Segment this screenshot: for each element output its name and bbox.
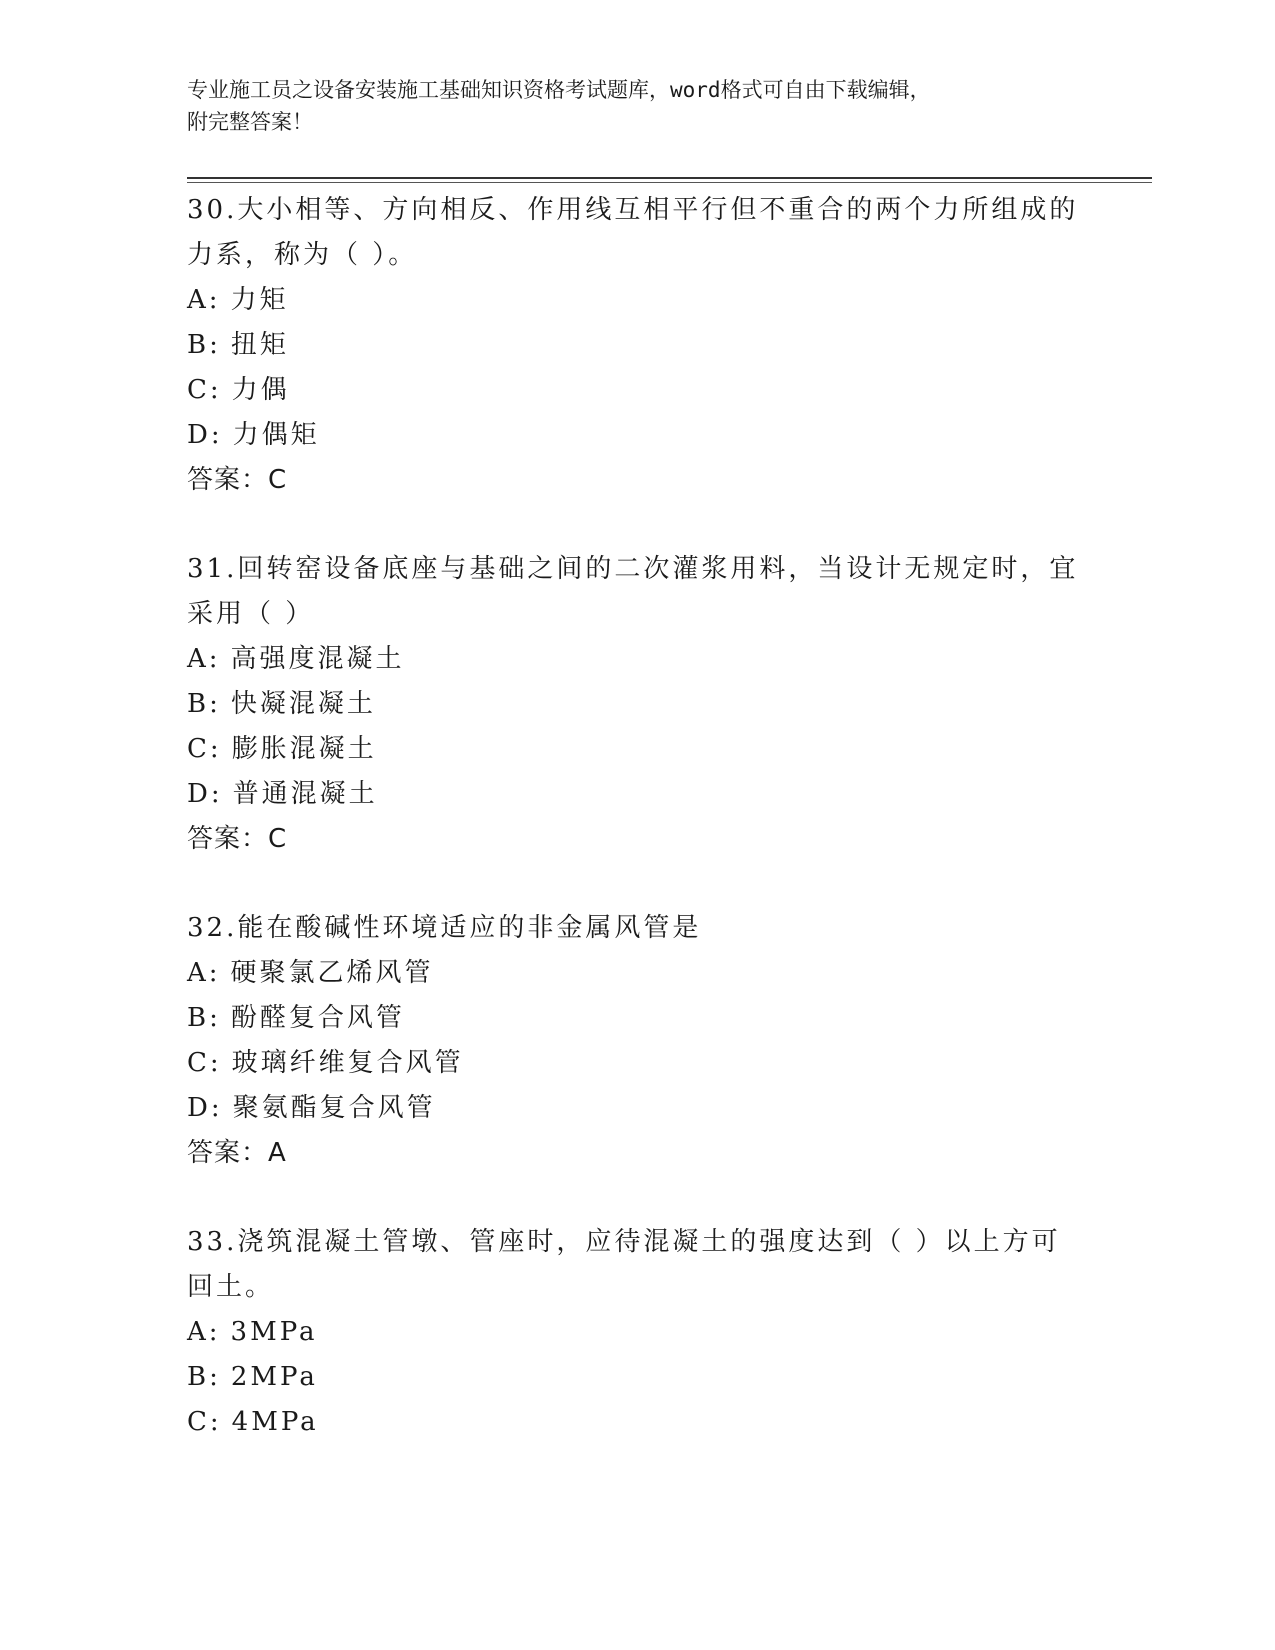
question-30 bbox=[187, 188, 1087, 503]
option-text: 膨胀混凝土 bbox=[231, 734, 377, 764]
question-stem bbox=[187, 1220, 1087, 1310]
question-stem bbox=[187, 188, 1087, 278]
option-text: 3MPa bbox=[230, 1317, 318, 1347]
document-header bbox=[187, 74, 1067, 138]
header-divider-thin bbox=[187, 182, 1152, 183]
option-text: 玻璃纤维复合风管 bbox=[231, 1048, 464, 1078]
option-b bbox=[187, 1355, 1087, 1400]
option-a bbox=[187, 637, 1087, 682]
option-c bbox=[187, 727, 1087, 772]
question-31 bbox=[187, 547, 1087, 862]
question-stem-line: 31.回转窑设备底座与基础之间的二次灌浆用料，当设计无规定时，宜 bbox=[187, 554, 1079, 584]
option-text: 快凝混凝土 bbox=[230, 689, 376, 719]
header-line-2: 附完整答案！ bbox=[187, 110, 313, 134]
option-b bbox=[187, 996, 1087, 1041]
option-text: 力偶矩 bbox=[232, 420, 320, 450]
question-list bbox=[187, 188, 1087, 1489]
header-line-1: 专业施工员之设备安装施工基础知识资格考试题库，word格式可自由下载编辑， bbox=[187, 78, 931, 102]
header-divider-thick bbox=[187, 177, 1152, 179]
option-key: B: bbox=[187, 330, 221, 360]
question-stem-line: 32.能在酸碱性环境适应的非金属风管是 bbox=[187, 913, 702, 943]
option-c bbox=[187, 1041, 1087, 1086]
option-key: D: bbox=[187, 420, 223, 450]
option-d bbox=[187, 413, 1087, 458]
option-key: C: bbox=[187, 1407, 222, 1437]
option-key: A: bbox=[187, 1317, 221, 1347]
answer-line: 答案：A bbox=[187, 1138, 287, 1168]
option-key: B: bbox=[187, 1003, 221, 1033]
option-text: 2MPa bbox=[230, 1362, 318, 1392]
option-key: C: bbox=[187, 375, 222, 405]
option-c bbox=[187, 1400, 1087, 1445]
option-c bbox=[187, 368, 1087, 413]
option-d bbox=[187, 772, 1087, 817]
option-text: 聚氨酯复合风管 bbox=[232, 1093, 436, 1123]
question-stem-line: 30.大小相等、方向相反、作用线互相平行但不重合的两个力所组成的 bbox=[187, 195, 1079, 225]
question-stem bbox=[187, 906, 1087, 951]
option-key: B: bbox=[187, 1362, 221, 1392]
option-key: B: bbox=[187, 689, 221, 719]
option-key: A: bbox=[187, 958, 221, 988]
answer-line: 答案：C bbox=[187, 824, 288, 854]
option-text: 力偶 bbox=[231, 375, 290, 405]
option-text: 普通混凝土 bbox=[232, 779, 378, 809]
option-b bbox=[187, 682, 1087, 727]
option-a bbox=[187, 278, 1087, 323]
option-text: 硬聚氯乙烯风管 bbox=[230, 958, 434, 988]
option-a bbox=[187, 1310, 1087, 1355]
option-key: C: bbox=[187, 734, 222, 764]
question-stem-line: 采用（ ） bbox=[187, 599, 315, 629]
question-stem-line: 回土。 bbox=[187, 1272, 275, 1302]
option-key: A: bbox=[187, 644, 221, 674]
option-b bbox=[187, 323, 1087, 368]
option-d bbox=[187, 1086, 1087, 1131]
option-key: D: bbox=[187, 779, 223, 809]
question-stem-line: 33.浇筑混凝土管墩、管座时，应待混凝土的强度达到（ ）以上方可 bbox=[187, 1227, 1061, 1257]
option-key: D: bbox=[187, 1093, 223, 1123]
option-a bbox=[187, 951, 1087, 996]
option-text: 高强度混凝土 bbox=[230, 644, 405, 674]
question-33 bbox=[187, 1220, 1087, 1445]
question-stem bbox=[187, 547, 1087, 637]
option-key: C: bbox=[187, 1048, 222, 1078]
option-text: 力矩 bbox=[230, 285, 289, 315]
question-32 bbox=[187, 906, 1087, 1176]
question-stem-line: 力系，称为（ ）。 bbox=[187, 240, 418, 270]
option-text: 4MPa bbox=[231, 1407, 319, 1437]
option-text: 扭矩 bbox=[230, 330, 289, 360]
option-key: A: bbox=[187, 285, 221, 315]
answer-line: 答案：C bbox=[187, 465, 288, 495]
option-text: 酚醛复合风管 bbox=[230, 1003, 405, 1033]
